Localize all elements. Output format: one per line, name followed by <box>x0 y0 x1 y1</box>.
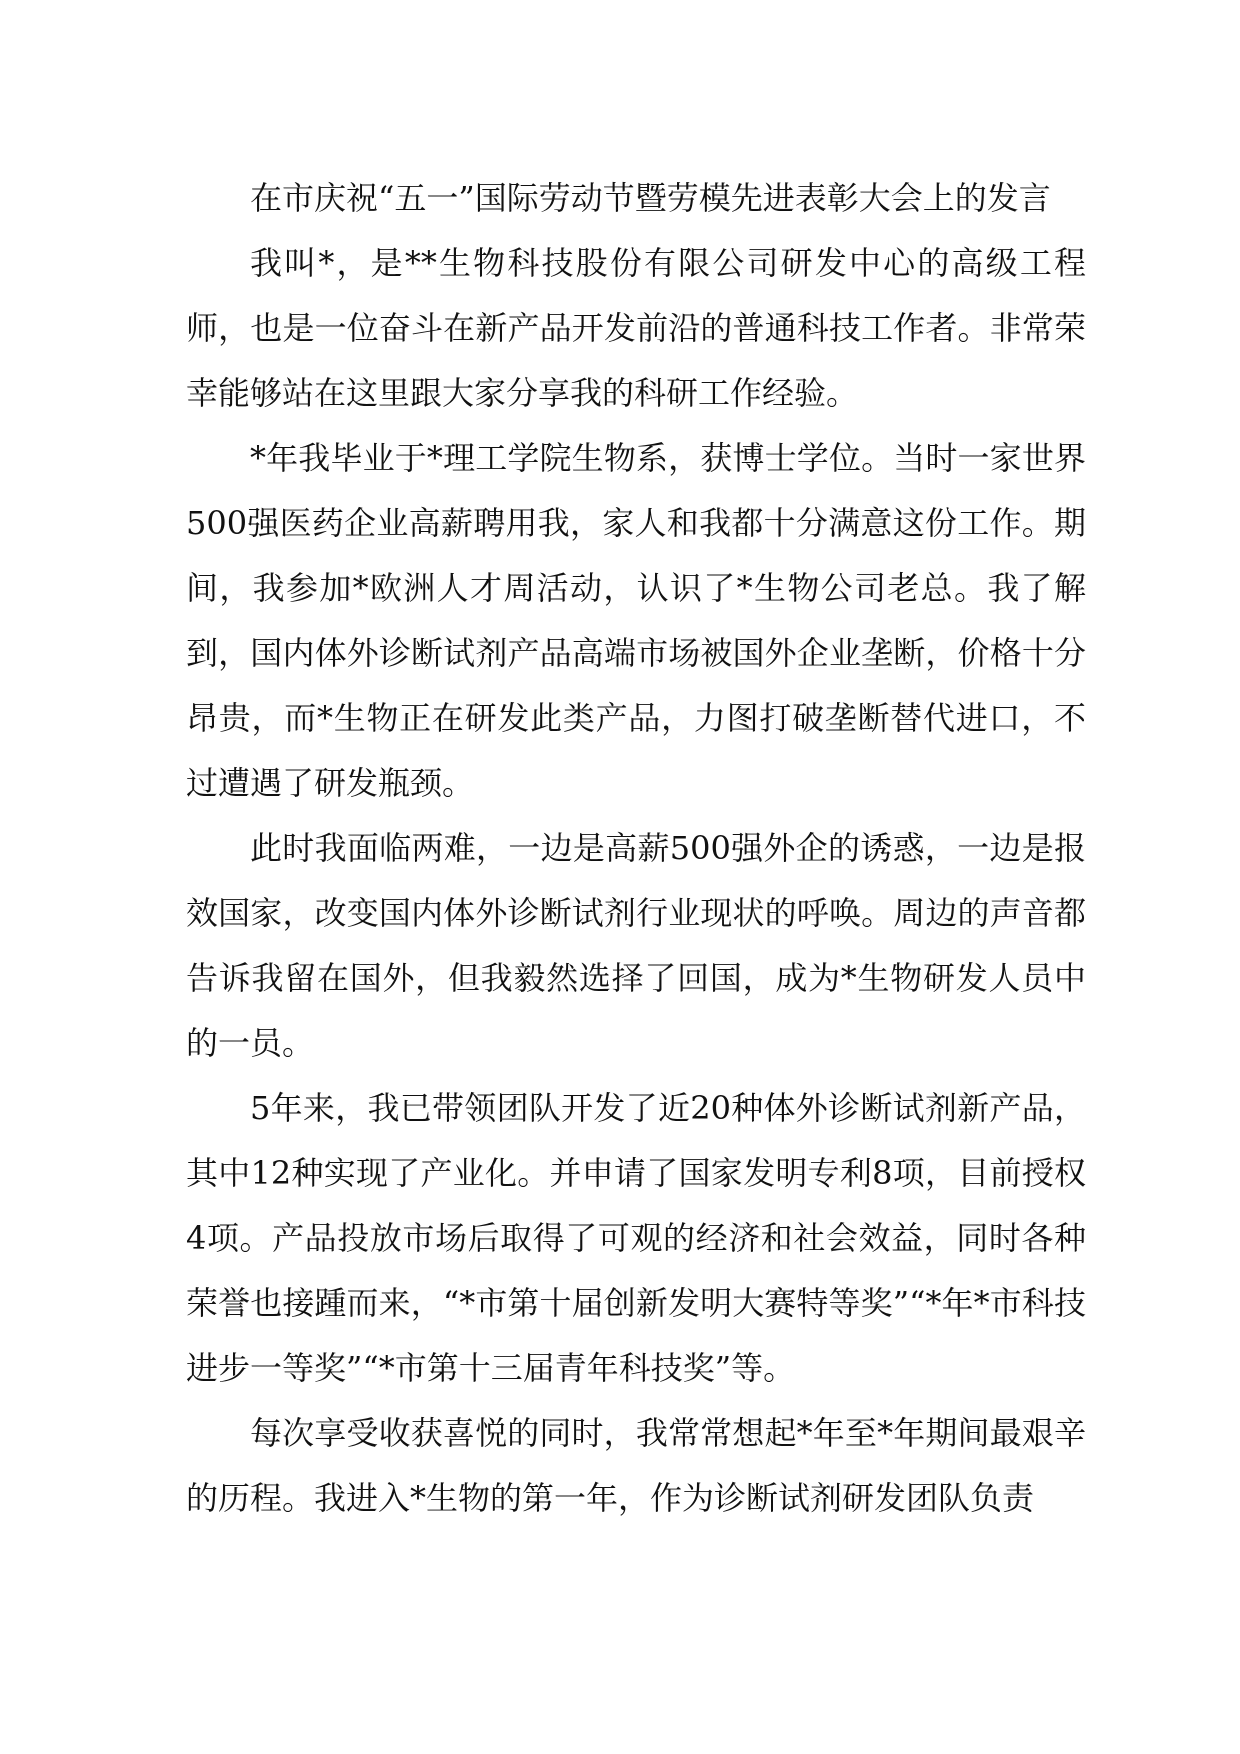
document-title: 在市庆祝“五一”国际劳动节暨劳模先进表彰大会上的发言 <box>250 179 1051 217</box>
paragraph: *年我毕业于*理工学院生物系，获博士学位。当时一家世界500强医药企业高薪聘用我，家人和我都十分满意这份工作。期间，我参加*欧洲人才周活动，认识了*生物公司老总。我了解到，国内体外诊断试剂产品高端市场被国外企业垄断，价格十分昂贵，而*生物正在研发此类产品，力图打破垄断替代进口，不过遭遇了研发瓶颈。 <box>186 439 1086 802</box>
paragraph: 每次享受收获喜悦的同时，我常常想起*年至*年期间最艰辛的历程。我进入*生物的第一年，作为诊断试剂研发团队负责 <box>186 1414 1086 1517</box>
document-body <box>186 166 1086 1531</box>
paragraph: 此时我面临两难，一边是高薪500强外企的诱惑，一边是报效国家，改变国内体外诊断试剂行业现状的呼唤。周边的声音都告诉我留在国外，但我毅然选择了回国，成为*生物研发人员中的一员。 <box>186 829 1086 1062</box>
paragraph: 我叫*，是**生物科技股份有限公司研发中心的高级工程师，也是一位奋斗在新产品开发前沿的普通科技工作者。非常荣幸能够站在这里跟大家分享我的科研工作经验。 <box>186 244 1086 412</box>
paragraph: 5年来，我已带领团队开发了近20种体外诊断试剂新产品，其中12种实现了产业化。并申请了国家发明专利8项，目前授权4项。产品投放市场后取得了可观的经济和社会效益，同时各种荣誉也接踵而来，“*市第十届创新发明大赛特等奖”“*年*市科技进步一等奖”“*市第十三届青年科技奖”等。 <box>186 1089 1086 1387</box>
